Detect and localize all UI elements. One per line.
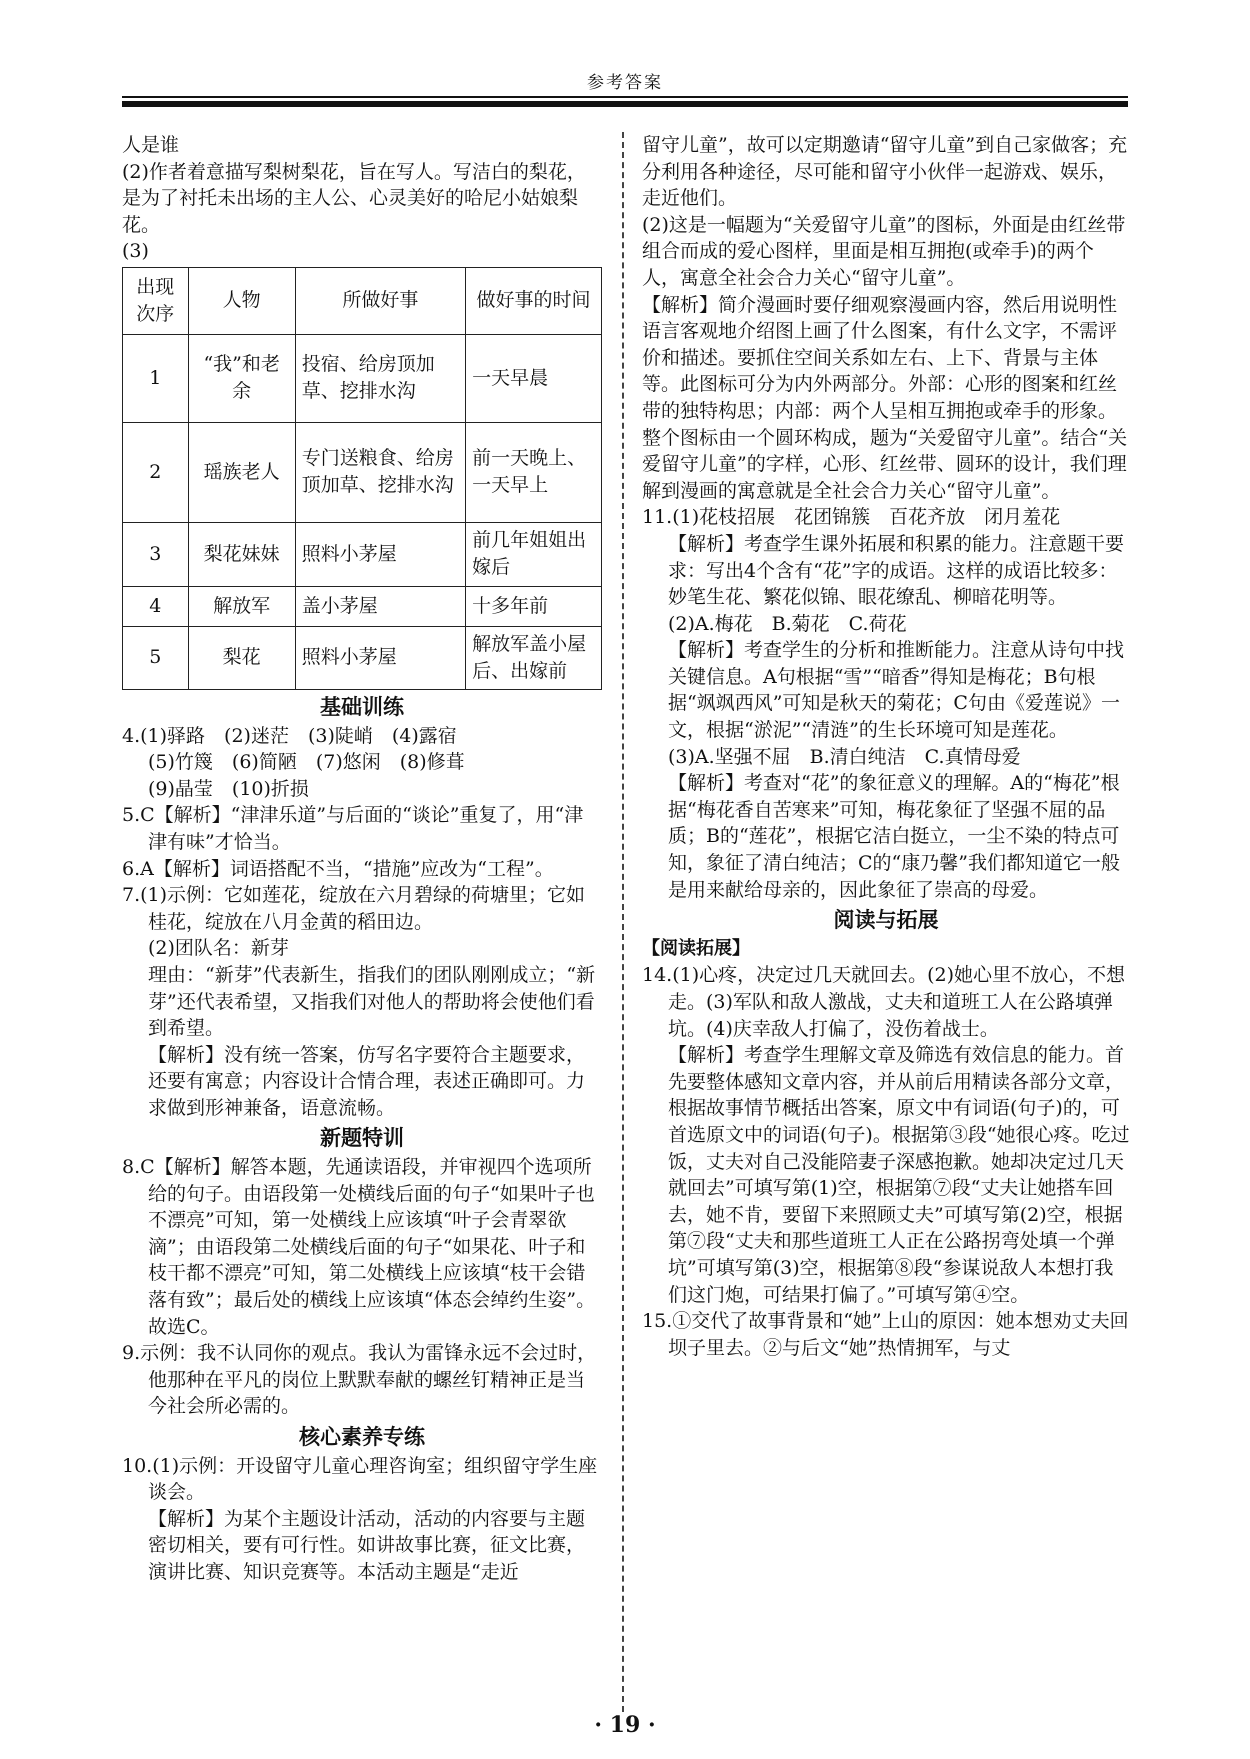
table-row xyxy=(123,626,602,689)
table-cell: “我”和老余 xyxy=(188,334,295,422)
table-cell: 照料小茅屋 xyxy=(295,522,465,586)
text-line: (2)A.梅花 B.菊花 C.荷花 xyxy=(668,612,907,635)
right-column xyxy=(642,132,1130,1361)
table-cell: 5 xyxy=(123,626,189,689)
table-header: 人物 xyxy=(188,267,295,334)
header-rule-thin xyxy=(122,96,1128,98)
section-heading: 核心素养专练 xyxy=(299,1425,425,1449)
text-line: (3)A.坚强不屈 B.清白纯洁 C.真情母爱 xyxy=(668,745,1021,768)
header-rule-thick xyxy=(122,101,1128,107)
table-cell: 解放军 xyxy=(188,586,295,626)
page-number: · 19 · xyxy=(594,1712,656,1738)
table-cell: 专门送粮食、给房顶加草、挖排水沟 xyxy=(295,422,465,522)
column-divider xyxy=(622,132,624,1712)
table-cell: 前几年姐姐出嫁后 xyxy=(466,522,602,586)
text-paragraph: 【解析】为某个主题设计活动，活动的内容要与主题密切相关，要有可行性。如讲故事比赛，征文比赛，演讲比赛、知识竞赛等。本活动主题是“走近 xyxy=(148,1507,586,1583)
left-column xyxy=(122,132,602,1586)
table-header: 做好事的时间 xyxy=(466,267,602,334)
section-heading: 阅读与拓展 xyxy=(833,908,939,933)
answer-item: 5.C【解析】“津津乐道”与后面的“谈论”重复了，用“津津有味”才恰当。 xyxy=(122,804,584,853)
text-line: 人是谁 xyxy=(122,134,180,156)
text-paragraph: 【解析】考查学生的分析和推断能力。注意从诗句中找关键信息。A句根据“雪”“暗香”得知是梅花；B句根据“飒飒西风”可知是秋天的菊花；C句由《爱莲说》一文，根据“淤泥”“清涟”的生长环境可知是莲花。 xyxy=(668,639,1125,742)
table-cell: 2 xyxy=(123,422,189,522)
table-header: 所做好事 xyxy=(295,267,465,334)
answer-item: 6.A【解析】词语搭配不当，“措施”应改为“工程”。 xyxy=(122,857,554,880)
text-paragraph: 【解析】没有统一答案，仿写名字要符合主题要求，还要有寓意；内容设计合情合理，表述正确即可。力求做到形神兼备，语意流畅。 xyxy=(148,1043,586,1119)
answer-item: 14.(1)心疼，决定过几天就回去。(2)她心里不放心，不想走。(3)军队和敌人激战，丈夫和道班工人在公路填弹坑。(4)庆幸敌人打偏了，没伤着战士。 xyxy=(642,964,1126,1040)
text-paragraph: 理由：“新芽”代表新生，指我们的团队刚刚成立；“新芽”还代表希望，又指我们对他人的帮助将会使他们看到希望。 xyxy=(148,963,596,1040)
text-line: (3) xyxy=(122,240,149,263)
text-line: 4.(1)驿路 (2)迷茫 (3)陡峭 (4)露宿 xyxy=(122,724,457,747)
table-row xyxy=(123,334,602,422)
table-cell: 前一天晚上、一天早上 xyxy=(466,422,602,522)
answer-item: 15.①交代了故事背景和“她”上山的原因：她本想劝丈夫回坝子里去。②与后文“她”热情拥军，与丈 xyxy=(642,1310,1129,1359)
text-paragraph: (2)这是一幅题为“关爱留守儿童”的图标，外面是由红丝带组合而成的爱心图样，里面是相互拥抱(或牵手)的两个人，寓意全社会合力关心“留守儿童”。 xyxy=(642,213,1126,289)
answer-item: 7.(1)示例：它如莲花，绽放在六月碧绿的荷塘里；它如桂花，绽放在八月金黄的稻田边。 xyxy=(122,884,586,933)
table-header: 出现次序 xyxy=(123,267,189,334)
text-paragraph: 【解析】考查对“花”的象征意义的理解。A的“梅花”根据“梅花香自苦寒来”可知，梅花象征了坚强不屈的品质；B的“莲花”，根据它洁白挺立，一尘不染的特点可知，象征了清白纯洁；C的“康乃馨”我们都知道它一般是用来献给母亲的，因此象征了崇高的母爱。 xyxy=(668,772,1120,901)
text-paragraph: 【解析】考查学生课外拓展和积累的能力。注意题干要求：写出4个含有“花”字的成语。这样的成语比较多：妙笔生花、繁花似锦、眼花缭乱、柳暗花明等。 xyxy=(668,532,1125,609)
table-cell: 4 xyxy=(123,586,189,626)
text-paragraph: 【解析】简介漫画时要仔细观察漫画内容，然后用说明性语言客观地介绍图上画了什么图案，有什么文字，不需评价和描述。要抓住空间关系如左右、上下、背景与主体等。此图标可分为内外两部分。外部：心形的图案和红丝带的独特构思；内部：两个人呈相互拥抱或牵手的形象。整个图标由一个圆环构成，题为“关爱留守儿童”。结合“关爱留守儿童”的字样，心形、红丝带、圆环的设计，我们理解到漫画的寓意就是全社会合力关心“留守儿童”。 xyxy=(642,293,1128,502)
table-cell: 瑶族老人 xyxy=(188,422,295,522)
answer-item: 9.示例：我不认同你的观点。我认为雷锋永远不会过时，他那种在平凡的岗位上默默奉献的螺丝钉精神正是当今社会所必需的。 xyxy=(122,1342,597,1418)
table-cell: 十多年前 xyxy=(466,586,602,626)
subsection-tag: 【阅读拓展】 xyxy=(642,937,750,959)
table-cell: 梨花 xyxy=(188,626,295,689)
answer-table xyxy=(122,267,602,690)
table-cell: 梨花妹妹 xyxy=(188,522,295,586)
section-heading: 基础训练 xyxy=(320,694,404,719)
table-cell: 一天早晨 xyxy=(466,334,602,422)
answer-item: 8.C【解析】解答本题，先通读语段，并审视四个选项所给的句子。由语段第一处横线后面的句子“如果叶子也不漂亮”可知，第一处横线上应该填“叶子会青翠欲滴”；由语段第二处横线后面的句子“如果花、叶子和枝干都不漂亮”可知，第二处横线上应该填“枝干会错落有致”；最后处的横线上应该填“体态会绰约生姿”。故选C。 xyxy=(122,1156,596,1338)
answer-item: 11.(1)花枝招展 花团锦簇 百花齐放 闭月羞花 xyxy=(642,506,1061,529)
answer-item: 10.(1)示例：开设留守儿童心理咨询室；组织留守学生座谈会。 xyxy=(122,1454,598,1504)
table-row xyxy=(123,522,602,586)
page-header xyxy=(122,68,1128,93)
text-paragraph: 留守儿童”，故可以定期邀请“留守儿童”到自己家做客；充分利用各种途径，尽可能和留守小伙伴一起游戏、娱乐，走近他们。 xyxy=(642,134,1128,210)
header-title: 参考答案 xyxy=(587,73,663,93)
table-row xyxy=(123,586,602,626)
text-paragraph: 【解析】考查学生理解文章及筛选有效信息的能力。首先要整体感知文章内容，并从前后用精读各部分文章，根据故事情节概括出答案，原文中有词语(句子)的，可首选原文中的词语(句子)。根据第③段“她很心疼。吃过饭，丈夫对自己没能陪妻子深感抱歉。她却决定过几天就回去”可填写第(1)空，根据第⑦段“丈夫让她搭车回去，她不肯，要留下来照顾丈夫”可填写第(2)空，根据第⑦段“丈夫和那些道班工人正在公路拐弯处填一个弹坑”可填写第(3)空，根据第⑧段“参谋说敌人本想打我们这门炮，可结果打偏了。”可填写第④空。 xyxy=(668,1044,1130,1306)
table-cell: 解放军盖小屋后、出嫁前 xyxy=(466,626,602,689)
text-paragraph: (2)作者着意描写梨树梨花，旨在写人。写洁白的梨花，是为了衬托未出场的主人公、心灵美好的哈尼小姑娘梨花。 xyxy=(122,160,586,236)
table-cell: 照料小茅屋 xyxy=(295,626,465,689)
section-heading: 新题特训 xyxy=(320,1126,404,1151)
table-cell: 盖小茅屋 xyxy=(295,586,465,626)
table-cell: 1 xyxy=(123,334,189,422)
table-cell: 3 xyxy=(123,522,189,586)
text-line: (9)晶莹 (10)折损 xyxy=(148,777,309,800)
text-line: (2)团队名：新芽 xyxy=(148,937,289,960)
table-row xyxy=(123,422,602,522)
text-line: (5)竹篾 (6)简陋 (7)悠闲 (8)修葺 xyxy=(148,751,465,774)
table-header-row xyxy=(123,267,602,334)
table-cell: 投宿、给房顶加草、挖排水沟 xyxy=(295,334,465,422)
